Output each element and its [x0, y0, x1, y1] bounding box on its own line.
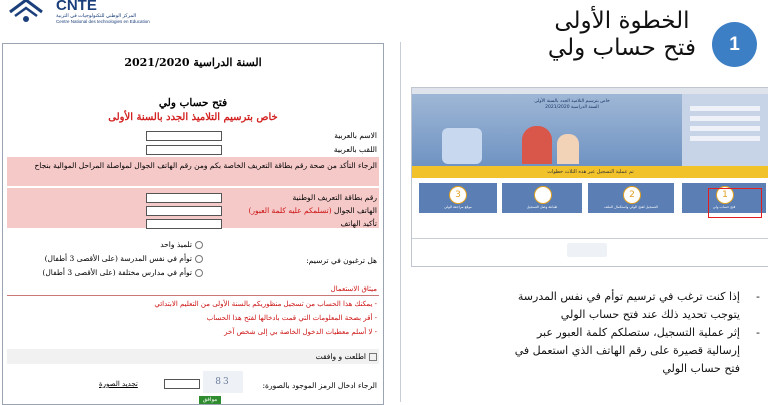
step-3-number: 3 — [449, 186, 467, 204]
captcha-image: 83 — [203, 371, 243, 393]
login-field-3 — [690, 126, 760, 131]
agree-checkbox-row[interactable]: اطلعت و وافقت — [316, 352, 377, 361]
print-label: طباعة وصل التسجيل — [526, 205, 558, 209]
phone-input[interactable] — [146, 206, 222, 216]
instruction-1-line-2: يتوجب تحديد ذلك عند فتح حساب الولي — [560, 308, 740, 321]
step-3-label: موقع مراجعة الولي — [444, 205, 472, 209]
figure-child — [557, 134, 579, 164]
step-1-number: 1 — [716, 186, 734, 204]
print-icon — [534, 186, 552, 204]
divider-line — [400, 42, 401, 402]
charter-title: ميثاق الاستعمال — [330, 285, 377, 293]
cnte-logo — [0, 0, 230, 30]
phone-confirm-input[interactable] — [146, 219, 222, 229]
form-title: فتح حساب ولي — [158, 97, 228, 109]
phone-label-row — [249, 206, 378, 215]
instruction-1-line-1: إذا كنت ترغب في ترسيم توأم في نفس المدرسة — [517, 290, 740, 303]
figure-parent — [522, 126, 552, 164]
step-title-line1: الخطوة الأولى — [554, 8, 690, 34]
portal-step-3[interactable] — [419, 183, 497, 213]
logo-subtitle-fr: Centre National des technologies en Education — [56, 19, 150, 24]
instruction-2-line-1: إثر عملية التسجيل، ستصلكم كلمة العبور عبر — [536, 326, 740, 339]
portal-banner: تم عملية التسجيل عبر هذه الثلاث خطوات — [412, 166, 768, 178]
step-number-badge: 1 — [712, 22, 757, 67]
phone-hint: (تسلمكم عليه كلمة العبور) — [248, 206, 332, 215]
logo-subtitle-ar: المركز الوطني للتكنولوجيات في التربية — [56, 13, 137, 19]
agree-checkbox[interactable] — [369, 353, 377, 361]
step-title-line2: فتح حساب ولي — [547, 35, 696, 61]
refresh-captcha-link[interactable]: تجديد الصورة — [99, 380, 138, 388]
id-card-label: رقم بطاقة التعريف الوطنية — [292, 193, 377, 202]
portal-step-2[interactable] — [588, 183, 674, 213]
cnte-emblem-icon — [6, 0, 46, 24]
login-field-4 — [690, 136, 760, 141]
step-heading — [548, 8, 696, 62]
portal-hero-image — [412, 94, 682, 166]
portal-print-receipt[interactable] — [502, 183, 582, 213]
option-single[interactable]: تلميذ واحد — [160, 240, 203, 249]
name-ar-label: الاسم بالعربية — [334, 131, 377, 140]
step-1-label: فتح حساب ولي — [712, 205, 736, 209]
step-1-highlight — [708, 188, 762, 218]
instructions-list — [460, 288, 760, 378]
captcha-input[interactable] — [164, 379, 200, 389]
school-year: السنة الدراسية 2021/2020 — [124, 56, 262, 69]
login-field-2 — [690, 116, 760, 121]
portal-login-panel — [682, 94, 768, 166]
step-2-number: 2 — [623, 186, 641, 204]
instruction-2-line-3: فتح حساب الولي — [662, 362, 740, 375]
step-2-label: التسجيل لفتح الولي واستكمال الملف — [604, 205, 658, 209]
charter-line-3: - لا أسلم معطيات الدخول الخاصة بي إلى شخص آخر — [224, 328, 377, 336]
name-ar-input[interactable] — [146, 131, 222, 141]
phone-confirm-label: تأكيد الهاتف — [340, 219, 377, 228]
register-question: هل ترغبون في ترسيم: — [306, 256, 377, 265]
portal-footer-logo — [567, 243, 607, 257]
portal-title: خاص بترسيم التلاميذ الجدد بالسنة الأولى السنة الدراسية 2021/2020 — [534, 99, 610, 110]
login-field-1 — [690, 106, 760, 111]
form-subtitle: خاص بترسيم التلاميذ الجدد بالسنة الأولى — [108, 112, 278, 123]
parent-account-form — [2, 43, 384, 405]
phone-label: الهاتف الجوال — [334, 206, 377, 215]
option-twins-diff-school[interactable]: توأم في مدارس مختلفة (على الأقصى 3 أطفال) — [42, 268, 203, 277]
instruction-1 — [460, 288, 760, 324]
charter-line-2: - أقر بصحة المعلومات التي قمت بادخالها لفتح هذا الحساب — [206, 314, 377, 322]
id-card-input[interactable] — [146, 193, 222, 203]
bullet-dash: - — [756, 290, 760, 303]
radio-twins-diff[interactable] — [195, 269, 203, 277]
surname-ar-input[interactable] — [146, 145, 222, 155]
instruction-2-line-2: إرسالية قصيرة على رقم الهاتف الذي استعمل في — [514, 344, 740, 357]
submit-button[interactable]: موافق — [199, 396, 221, 404]
radio-twins-same[interactable] — [195, 255, 203, 263]
surname-ar-label: اللقب بالعربية — [333, 145, 377, 154]
captcha-label: الرجاء ادخال الرمز الموجود بالصورة: — [262, 381, 377, 390]
bullet-dash: - — [756, 326, 760, 339]
charter-divider — [7, 295, 379, 296]
charter-line-1: - يمكنك هذا الحساب من تسجيل منظوريكم بالسنة الأولى من التعليم الابتدائي — [154, 300, 377, 308]
portal-footer-line — [412, 238, 768, 239]
figure-sofa — [442, 128, 482, 164]
instruction-2 — [460, 324, 760, 378]
radio-single[interactable] — [195, 241, 203, 249]
portal-screenshot — [411, 87, 768, 267]
option-twins-same-school[interactable]: توأم في نفس المدرسة (على الأقصى 3 أطفال) — [45, 254, 203, 263]
notice-text: الرجاء التأكد من صحة رقم بطاقة التعريف الخاصة بكم ومن رقم الهاتف الجوال لمواصلة المراحل الموالية بنجاح — [34, 161, 377, 170]
logo-text: CNTE — [56, 0, 97, 14]
